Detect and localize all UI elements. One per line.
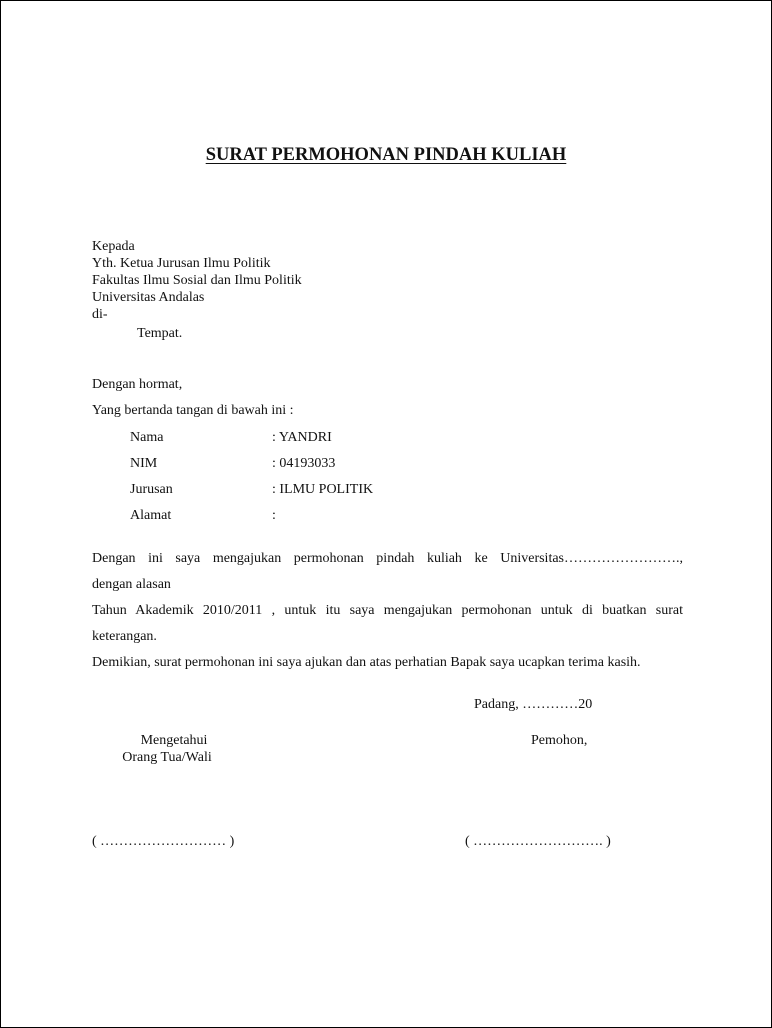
signature-right-blank: ( ………………………. ) xyxy=(465,834,611,849)
body-line-keterangan: keterangan. xyxy=(92,629,157,644)
field-label-nim: NIM xyxy=(130,456,158,471)
recipient-place: Tempat. xyxy=(137,326,183,341)
recipient-di: di- xyxy=(92,307,108,322)
body-line-reason: dengan alasan xyxy=(92,577,171,592)
recipient-kepada: Kepada xyxy=(92,239,135,254)
field-value-nim: : 04193033 xyxy=(272,456,336,471)
signature-right-pemohon: Pemohon, xyxy=(531,733,588,748)
field-value-jurusan: : ILMU POLITIK xyxy=(272,482,374,497)
body-line-closing: Demikian, surat permohonan ini saya ajukan dan atas perhatian Bapak saya ucapkan terima kasih. xyxy=(92,655,641,670)
recipient-university: Universitas Andalas xyxy=(92,290,205,305)
field-label-alamat: Alamat xyxy=(130,508,172,523)
signature-left-mengetahui: Mengetahui xyxy=(140,733,208,748)
intro-text: Yang bertanda tangan di bawah ini : xyxy=(92,403,294,418)
field-value-alamat: : xyxy=(272,508,276,523)
signature-left-orang-tua: Orang Tua/Wali xyxy=(122,750,212,765)
body-line-academic-year: Tahun Akademik 2010/2011 , untuk itu saya mengajukan permohonan untuk di buatkan surat xyxy=(92,603,683,618)
field-value-nama: : YANDRI xyxy=(272,430,332,445)
greeting: Dengan hormat, xyxy=(92,377,183,392)
body-paragraph xyxy=(92,546,683,676)
place-date: Padang, …………20 xyxy=(474,697,593,712)
field-label-jurusan: Jurusan xyxy=(130,482,173,497)
recipient-title: Yth. Ketua Jurusan Ilmu Politik xyxy=(92,256,271,271)
body-line-university: Dengan ini saya mengajukan permohonan pindah kuliah ke Universitas……………………., xyxy=(92,551,683,566)
letter-title: SURAT PERMOHONAN PINDAH KULIAH xyxy=(205,145,567,165)
signature-left-blank: ( ……………………… ) xyxy=(92,834,235,849)
field-label-nama: Nama xyxy=(130,430,164,445)
recipient-faculty: Fakultas Ilmu Sosial dan Ilmu Politik xyxy=(92,273,302,288)
